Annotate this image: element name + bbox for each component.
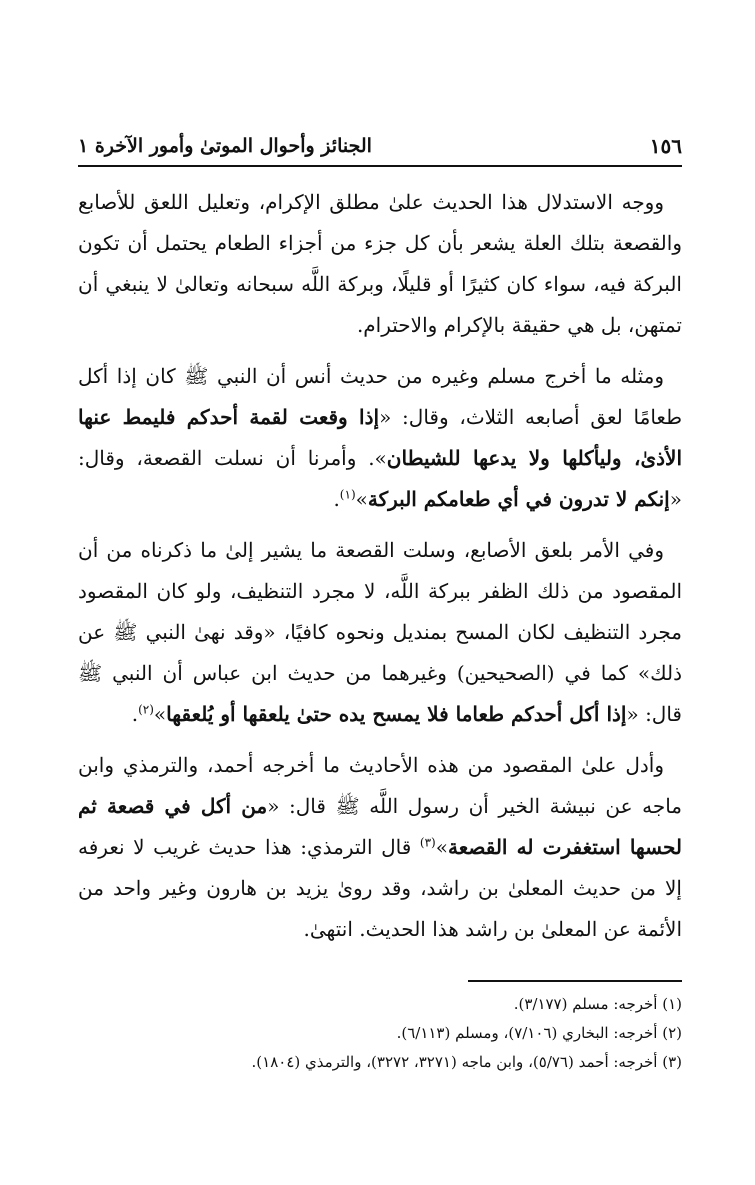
paragraph-4-text-c: » — [435, 835, 448, 859]
footnote-ref-1: (١) — [339, 487, 356, 502]
footnote-ref-3: (٣) — [419, 835, 436, 850]
paragraph-4-text-a: وأدل علىٰ المقصود من هذه الأحاديث ما أخرجه أحمد، والترمذي وابن ماجه عن نبيشة الخير أن رسول اللَّه ﷺ قال: « — [78, 753, 682, 818]
paragraph-2-text-c: ». وأمرنا أن نسلت القصعة، وقال: « — [78, 446, 682, 511]
footnote-ref-2: (٢) — [138, 702, 154, 717]
paragraph-2-text-e: » — [355, 487, 368, 511]
page-header — [78, 120, 682, 160]
footnote-3: (٣) أخرجه: أحمد (٥/٧٦)، وابن ماجه (٣٢٧١، ٣٢٧٢)، والترمذي (١٨٠٤). — [251, 1053, 682, 1071]
hadith-quote-2: إنكم لا تدرون في أي طعامكم البركة — [367, 487, 670, 511]
footnote-1: (١) أخرجه: مسلم (٣/١٧٧). — [513, 995, 682, 1013]
main-text — [78, 182, 682, 960]
header-divider — [78, 165, 682, 167]
hadith-quote-4: من أكل في قصعة ثم لحسها استغفرت له القصعة — [78, 794, 682, 859]
hadith-quote-1: إذا وقعت لقمة أحدكم فليمط عنها الأذىٰ، وليأكلها ولا يدعها للشيطان — [78, 405, 682, 470]
paragraph-3-text-c: » — [153, 702, 167, 726]
paragraph-4 — [78, 745, 682, 950]
paragraph-1 — [78, 182, 682, 346]
paragraph-2-text-f: . — [333, 487, 340, 511]
paragraph-3-text-a: وفي الأمر بلعق الأصابع، وسلت القصعة ما يشير إلىٰ ما ذكرناه من أن المقصود من ذلك الظفر ببركة اللَّه، لا مجرد التنظيف، ولو كان المقصود مجرد التنظيف لكان المسح بمنديل ونحوه كافيًا، «وقد نهىٰ النبي ﷺ عن ذلك» كما في (الصحيحين) وغيرهما من حديث ابن عباس أن النبي ﷺ قال: « — [78, 538, 682, 726]
footnotes — [78, 990, 682, 1077]
running-title: الجنائز وأحوال الموتىٰ وأمور الآخرة ١ — [78, 135, 372, 157]
paragraph-3 — [78, 530, 682, 735]
paragraph-3-text-d: . — [131, 702, 139, 726]
paragraph-4-text-d: قال الترمذي: هذا حديث غريب لا نعرفه إلا من حديث المعلىٰ بن راشد، وقد روىٰ يزيد بن هارون وغير واحد من الأئمة عن المعلىٰ بن راشد هذا الحديث. انتهىٰ. — [78, 835, 682, 941]
footnote-2: (٢) أخرجه: البخاري (٧/١٠٦)، ومسلم (٦/١١٣). — [396, 1024, 682, 1042]
paragraph-1-text: ووجه الاستدلال هذا الحديث علىٰ مطلق الإكرام، وتعليل اللعق للأصابع والقصعة بتلك العلة يشعر بأن كل جزء من أجزاء الطعام يحتمل أن تكون البركة فيه، سواء كان كثيرًا أو قليلًا، وبركة اللَّه سبحانه وتعالىٰ لا ينبغي أن تمتهن، بل هي حقيقة بالإكرام والاحترام. — [78, 190, 682, 337]
page-number: ١٥٦ — [649, 134, 682, 158]
footnote-divider — [468, 980, 682, 982]
hadith-quote-3: إذا أكل أحدكم طعاما فلا يمسح يده حتىٰ يلعقها أو يُلعقها — [166, 702, 627, 726]
paragraph-2-text-a: ومثله ما أخرج مسلم وغيره من حديث أنس أن النبي ﷺ كان إذا أكل طعامًا لعق أصابعه الثلاث، وقال: « — [78, 364, 682, 429]
paragraph-2 — [78, 356, 682, 520]
